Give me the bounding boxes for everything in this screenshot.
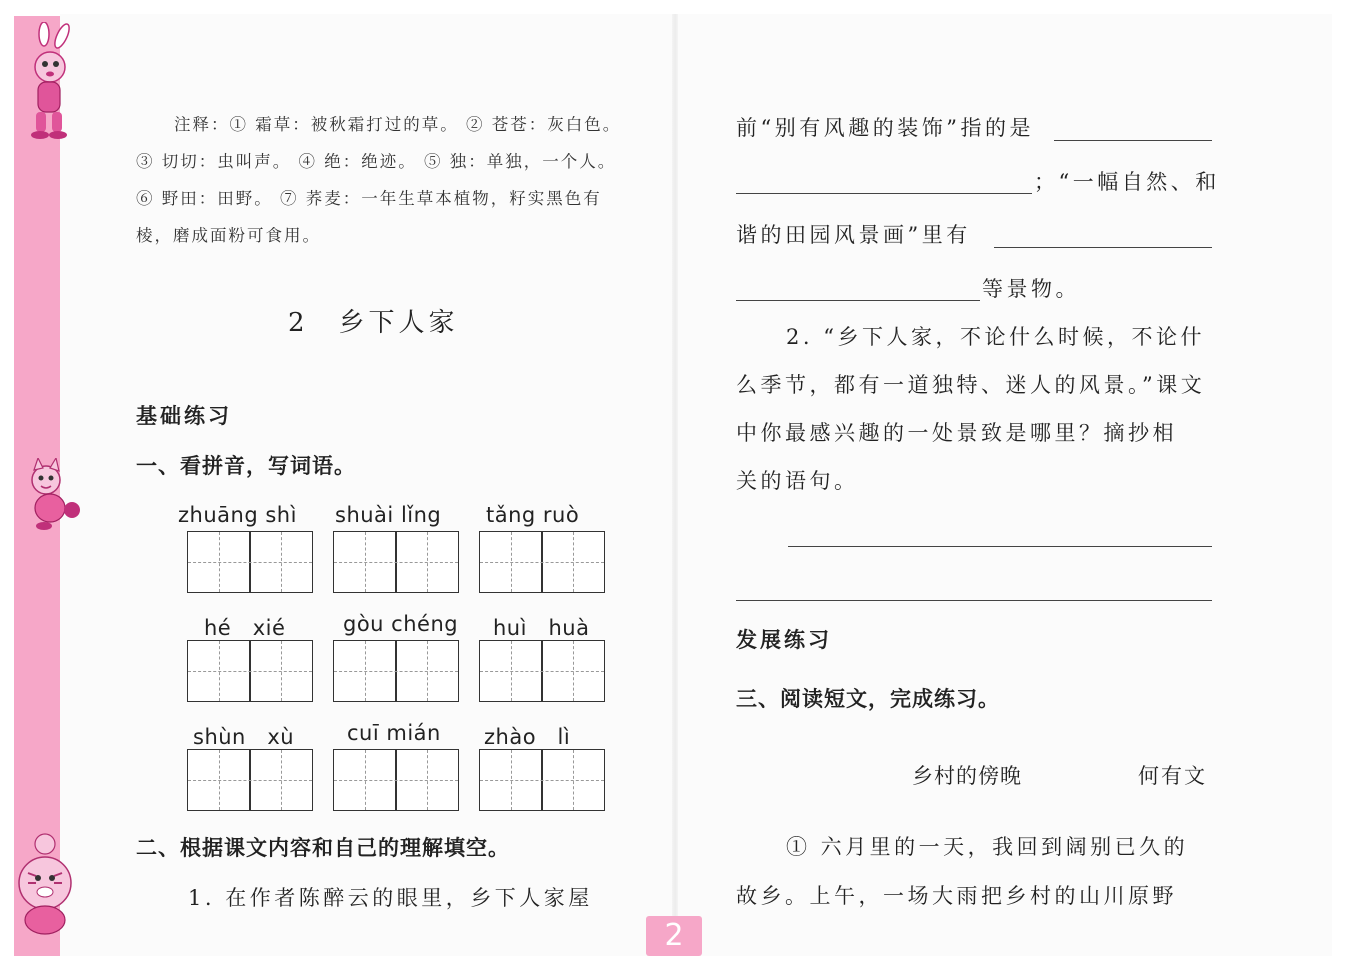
question-2-2-text: 中你最感兴趣的一处景致是哪里？摘抄相 bbox=[736, 421, 1177, 445]
question-2-1-text: 1. 在作者陈醉云的眼里，乡下人家屋 bbox=[188, 886, 593, 910]
question-2-2-text: 2. “乡下人家，不论什么时候，不论什 bbox=[786, 325, 1205, 349]
writing-grid[interactable] bbox=[333, 749, 459, 811]
question-2-1-text: ；“一幅自然、和 bbox=[1034, 170, 1220, 194]
lesson-title: 2 乡下人家 bbox=[288, 308, 459, 338]
answer-blank[interactable] bbox=[1054, 140, 1212, 141]
section-basic-practice: 基础练习 bbox=[136, 404, 232, 428]
passage-paragraph-line: ① 六月里的一天，我回到阔别已久的 bbox=[786, 835, 1189, 859]
writing-grid[interactable] bbox=[333, 531, 459, 593]
notes-line-4: 棱，磨成面粉可食用。 bbox=[136, 226, 321, 245]
writing-grid[interactable] bbox=[333, 640, 459, 702]
question-2-1-text: 谐的田园风景画”里有 bbox=[736, 223, 971, 247]
notes-line-3: ⑥ 野田：田野。 ⑦ 荞麦：一年生草本植物，籽实黑色有 bbox=[136, 189, 602, 208]
book-gutter bbox=[672, 14, 678, 956]
rabbit-mascot-icon bbox=[14, 22, 84, 142]
answer-blank[interactable] bbox=[994, 247, 1212, 248]
pinyin-label: tǎng ruò bbox=[486, 503, 580, 527]
passage-title: 乡村的傍晚 bbox=[912, 764, 1022, 788]
cat-mascot-icon bbox=[14, 458, 84, 538]
question-3-heading: 三、阅读短文，完成练习。 bbox=[736, 687, 1000, 711]
notes-line-2: ③ 切切：虫叫声。 ④ 绝：绝迹。 ⑤ 独：单独，一个人。 bbox=[136, 152, 617, 171]
notes-line-1: 注释：① 霜草：被秋霜打过的草。 ② 苍苍：灰白色。 bbox=[174, 115, 622, 134]
tiger-mascot-icon bbox=[14, 828, 76, 938]
question-2-1-text: 前“别有风趣的装饰”指的是 bbox=[736, 116, 1034, 140]
section-development-practice: 发展练习 bbox=[736, 628, 832, 652]
passage-author: 何有文 bbox=[1138, 764, 1207, 788]
writing-grid[interactable] bbox=[479, 531, 605, 593]
writing-grid[interactable] bbox=[479, 749, 605, 811]
writing-grid[interactable] bbox=[479, 640, 605, 702]
pinyin-label: cuī mián bbox=[347, 721, 441, 745]
question-1-heading: 一、看拼音，写词语。 bbox=[136, 454, 356, 478]
pinyin-label: zhuāng shì bbox=[178, 503, 297, 527]
pinyin-label: shuài lǐng bbox=[335, 503, 442, 527]
question-2-2-text: 么季节，都有一道独特、迷人的风景。”课文 bbox=[736, 373, 1206, 397]
question-2-2-text: 关的语句。 bbox=[736, 469, 859, 493]
passage-paragraph-line: 故乡。上午，一场大雨把乡村的山川原野 bbox=[736, 884, 1177, 908]
pinyin-label: hé xié bbox=[204, 616, 286, 640]
question-2-heading: 二、根据课文内容和自己的理解填空。 bbox=[136, 836, 510, 860]
answer-blank[interactable] bbox=[736, 300, 980, 301]
answer-blank[interactable] bbox=[736, 193, 1032, 194]
writing-grid[interactable] bbox=[187, 531, 313, 593]
writing-grid[interactable] bbox=[187, 640, 313, 702]
pinyin-label: zhào lì bbox=[484, 725, 571, 749]
answer-line[interactable] bbox=[788, 546, 1212, 547]
answer-line[interactable] bbox=[736, 600, 1212, 601]
writing-grid[interactable] bbox=[187, 749, 313, 811]
pinyin-label: huì huà bbox=[493, 616, 590, 640]
page-number: 2 bbox=[646, 916, 702, 956]
question-2-1-text: 等景物。 bbox=[982, 277, 1080, 301]
pinyin-label: shùn xù bbox=[193, 725, 295, 749]
pinyin-label: gòu chéng bbox=[343, 612, 459, 636]
